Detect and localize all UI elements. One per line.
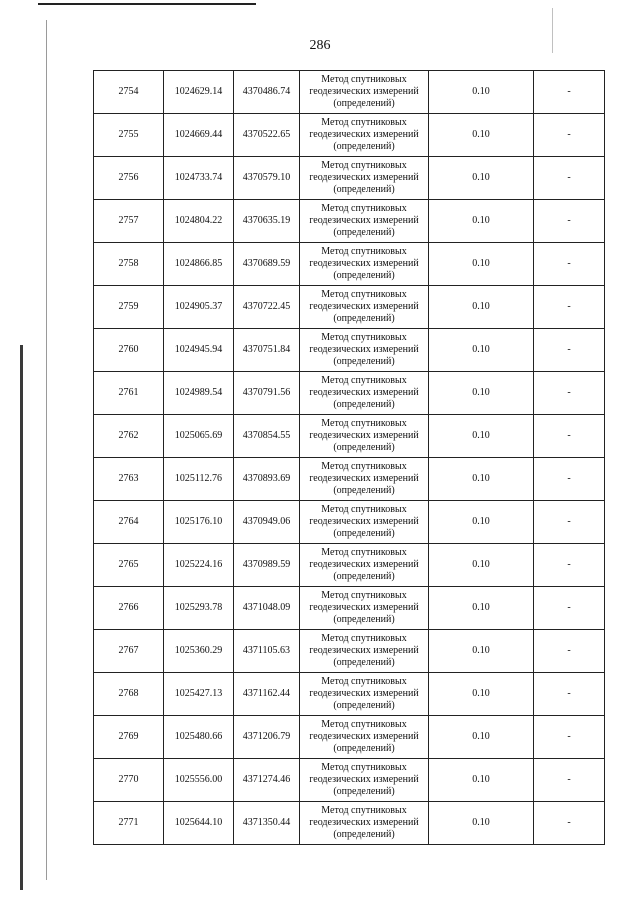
method-line: (определений) xyxy=(333,442,395,453)
coordinate-y-cell: 4370949.06 xyxy=(234,501,300,544)
method-cell xyxy=(300,114,429,157)
table-row xyxy=(94,501,605,544)
method-line: (определений) xyxy=(333,829,395,840)
accuracy-cell: 0.10 xyxy=(429,157,534,200)
coordinate-x-cell: 1024989.54 xyxy=(164,372,234,415)
method-line: геодезических измерений xyxy=(309,258,419,269)
table-row xyxy=(94,114,605,157)
method-line: геодезических измерений xyxy=(309,516,419,527)
method-line: (определений) xyxy=(333,657,395,668)
accuracy-cell: 0.10 xyxy=(429,286,534,329)
method-line: Метод спутниковых xyxy=(321,418,407,429)
method-line: геодезических измерений xyxy=(309,387,419,398)
table-row xyxy=(94,630,605,673)
method-line: Метод спутниковых xyxy=(321,117,407,128)
table-row xyxy=(94,200,605,243)
method-line: Метод спутниковых xyxy=(321,762,407,773)
method-cell xyxy=(300,286,429,329)
coordinate-x-cell: 1025556.00 xyxy=(164,759,234,802)
coordinate-x-cell: 1025065.69 xyxy=(164,415,234,458)
accuracy-cell: 0.10 xyxy=(429,243,534,286)
note-cell: - xyxy=(534,544,605,587)
method-line: геодезических измерений xyxy=(309,473,419,484)
coordinate-y-cell: 4371048.09 xyxy=(234,587,300,630)
method-line: (определений) xyxy=(333,270,395,281)
method-line: Метод спутниковых xyxy=(321,719,407,730)
method-line: (определений) xyxy=(333,571,395,582)
scan-artifact-left-edge xyxy=(46,20,47,880)
coordinate-x-cell: 1025112.76 xyxy=(164,458,234,501)
accuracy-cell: 0.10 xyxy=(429,759,534,802)
method-cell xyxy=(300,716,429,759)
method-line: (определений) xyxy=(333,743,395,754)
coordinate-y-cell: 4370854.55 xyxy=(234,415,300,458)
coordinate-x-cell: 1024866.85 xyxy=(164,243,234,286)
coordinates-table-body xyxy=(94,71,605,845)
table-row xyxy=(94,329,605,372)
coordinate-x-cell: 1024804.22 xyxy=(164,200,234,243)
point-number-cell: 2766 xyxy=(94,587,164,630)
method-cell xyxy=(300,673,429,716)
method-line: геодезических измерений xyxy=(309,645,419,656)
accuracy-cell: 0.10 xyxy=(429,200,534,243)
accuracy-cell: 0.10 xyxy=(429,71,534,114)
note-cell: - xyxy=(534,458,605,501)
coordinate-y-cell: 4370893.69 xyxy=(234,458,300,501)
table-row xyxy=(94,759,605,802)
method-line: геодезических измерений xyxy=(309,559,419,570)
accuracy-cell: 0.10 xyxy=(429,587,534,630)
note-cell: - xyxy=(534,759,605,802)
table-row xyxy=(94,286,605,329)
method-line: геодезических измерений xyxy=(309,215,419,226)
coordinate-y-cell: 4371206.79 xyxy=(234,716,300,759)
coordinate-y-cell: 4370486.74 xyxy=(234,71,300,114)
accuracy-cell: 0.10 xyxy=(429,458,534,501)
method-line: Метод спутниковых xyxy=(321,246,407,257)
method-cell xyxy=(300,587,429,630)
method-line: (определений) xyxy=(333,614,395,625)
coordinate-x-cell: 1025644.10 xyxy=(164,802,234,845)
method-line: (определений) xyxy=(333,485,395,496)
method-cell xyxy=(300,759,429,802)
accuracy-cell: 0.10 xyxy=(429,630,534,673)
accuracy-cell: 0.10 xyxy=(429,372,534,415)
point-number-cell: 2769 xyxy=(94,716,164,759)
point-number-cell: 2761 xyxy=(94,372,164,415)
coordinate-y-cell: 4371105.63 xyxy=(234,630,300,673)
note-cell: - xyxy=(534,716,605,759)
method-line: Метод спутниковых xyxy=(321,375,407,386)
coordinate-x-cell: 1024945.94 xyxy=(164,329,234,372)
coordinate-y-cell: 4370722.45 xyxy=(234,286,300,329)
method-cell xyxy=(300,71,429,114)
note-cell: - xyxy=(534,372,605,415)
method-line: геодезических измерений xyxy=(309,602,419,613)
method-line: (определений) xyxy=(333,786,395,797)
coordinate-y-cell: 4370635.19 xyxy=(234,200,300,243)
scan-artifact-top-line xyxy=(38,3,256,5)
accuracy-cell: 0.10 xyxy=(429,114,534,157)
note-cell: - xyxy=(534,286,605,329)
method-line: Метод спутниковых xyxy=(321,676,407,687)
point-number-cell: 2757 xyxy=(94,200,164,243)
method-cell xyxy=(300,802,429,845)
method-cell xyxy=(300,501,429,544)
coordinate-x-cell: 1024669.44 xyxy=(164,114,234,157)
method-line: Метод спутниковых xyxy=(321,504,407,515)
coordinate-y-cell: 4371162.44 xyxy=(234,673,300,716)
coordinate-x-cell: 1025176.10 xyxy=(164,501,234,544)
point-number-cell: 2771 xyxy=(94,802,164,845)
coordinate-x-cell: 1024629.14 xyxy=(164,71,234,114)
note-cell: - xyxy=(534,415,605,458)
point-number-cell: 2767 xyxy=(94,630,164,673)
method-line: геодезических измерений xyxy=(309,688,419,699)
coordinate-x-cell: 1025224.16 xyxy=(164,544,234,587)
method-line: Метод спутниковых xyxy=(321,633,407,644)
point-number-cell: 2759 xyxy=(94,286,164,329)
table-row xyxy=(94,802,605,845)
method-line: Метод спутниковых xyxy=(321,547,407,558)
method-cell xyxy=(300,243,429,286)
scan-artifact-left-bar xyxy=(20,345,23,890)
table-row xyxy=(94,587,605,630)
table-row xyxy=(94,716,605,759)
note-cell: - xyxy=(534,329,605,372)
page-number: 286 xyxy=(309,38,331,53)
note-cell: - xyxy=(534,501,605,544)
table-row xyxy=(94,372,605,415)
accuracy-cell: 0.10 xyxy=(429,673,534,716)
note-cell: - xyxy=(534,200,605,243)
note-cell: - xyxy=(534,71,605,114)
point-number-cell: 2758 xyxy=(94,243,164,286)
coordinate-x-cell: 1025360.29 xyxy=(164,630,234,673)
method-line: геодезических измерений xyxy=(309,172,419,183)
accuracy-cell: 0.10 xyxy=(429,501,534,544)
point-number-cell: 2754 xyxy=(94,71,164,114)
accuracy-cell: 0.10 xyxy=(429,415,534,458)
point-number-cell: 2760 xyxy=(94,329,164,372)
method-line: (определений) xyxy=(333,313,395,324)
table-row xyxy=(94,415,605,458)
coordinate-y-cell: 4370751.84 xyxy=(234,329,300,372)
method-line: (определений) xyxy=(333,356,395,367)
method-line: геодезических измерений xyxy=(309,731,419,742)
note-cell: - xyxy=(534,587,605,630)
method-cell xyxy=(300,544,429,587)
note-cell: - xyxy=(534,630,605,673)
coordinate-x-cell: 1025293.78 xyxy=(164,587,234,630)
method-line: геодезических измерений xyxy=(309,344,419,355)
coordinate-y-cell: 4370579.10 xyxy=(234,157,300,200)
method-line: геодезических измерений xyxy=(309,774,419,785)
point-number-cell: 2756 xyxy=(94,157,164,200)
point-number-cell: 2768 xyxy=(94,673,164,716)
coordinates-table xyxy=(93,70,605,845)
coordinate-y-cell: 4370791.56 xyxy=(234,372,300,415)
point-number-cell: 2770 xyxy=(94,759,164,802)
method-line: геодезических измерений xyxy=(309,301,419,312)
method-cell xyxy=(300,157,429,200)
coordinate-y-cell: 4371350.44 xyxy=(234,802,300,845)
method-line: геодезических измерений xyxy=(309,430,419,441)
method-cell xyxy=(300,415,429,458)
method-line: Метод спутниковых xyxy=(321,289,407,300)
table-row xyxy=(94,673,605,716)
method-line: Метод спутниковых xyxy=(321,203,407,214)
accuracy-cell: 0.10 xyxy=(429,544,534,587)
point-number-cell: 2764 xyxy=(94,501,164,544)
method-cell xyxy=(300,200,429,243)
method-line: (определений) xyxy=(333,184,395,195)
method-line: геодезических измерений xyxy=(309,129,419,140)
method-line: Метод спутниковых xyxy=(321,805,407,816)
accuracy-cell: 0.10 xyxy=(429,329,534,372)
coordinate-y-cell: 4370689.59 xyxy=(234,243,300,286)
method-line: геодезических измерений xyxy=(309,86,419,97)
method-cell xyxy=(300,329,429,372)
coordinate-x-cell: 1024905.37 xyxy=(164,286,234,329)
method-line: (определений) xyxy=(333,399,395,410)
method-line: Метод спутниковых xyxy=(321,74,407,85)
method-line: (определений) xyxy=(333,141,395,152)
note-cell: - xyxy=(534,114,605,157)
point-number-cell: 2765 xyxy=(94,544,164,587)
coordinate-y-cell: 4370989.59 xyxy=(234,544,300,587)
table-row xyxy=(94,71,605,114)
point-number-cell: 2755 xyxy=(94,114,164,157)
coordinate-y-cell: 4370522.65 xyxy=(234,114,300,157)
method-cell xyxy=(300,458,429,501)
point-number-cell: 2762 xyxy=(94,415,164,458)
note-cell: - xyxy=(534,673,605,716)
note-cell: - xyxy=(534,157,605,200)
method-line: (определений) xyxy=(333,528,395,539)
accuracy-cell: 0.10 xyxy=(429,802,534,845)
note-cell: - xyxy=(534,802,605,845)
note-cell: - xyxy=(534,243,605,286)
table-row xyxy=(94,243,605,286)
method-line: Метод спутниковых xyxy=(321,160,407,171)
point-number-cell: 2763 xyxy=(94,458,164,501)
method-line: Метод спутниковых xyxy=(321,461,407,472)
table-row xyxy=(94,157,605,200)
method-line: геодезических измерений xyxy=(309,817,419,828)
accuracy-cell: 0.10 xyxy=(429,716,534,759)
method-cell xyxy=(300,630,429,673)
method-cell xyxy=(300,372,429,415)
table-row xyxy=(94,544,605,587)
coordinate-x-cell: 1025427.13 xyxy=(164,673,234,716)
coordinate-y-cell: 4371274.46 xyxy=(234,759,300,802)
method-line: (определений) xyxy=(333,700,395,711)
coordinate-x-cell: 1024733.74 xyxy=(164,157,234,200)
method-line: Метод спутниковых xyxy=(321,332,407,343)
table-row xyxy=(94,458,605,501)
method-line: Метод спутниковых xyxy=(321,590,407,601)
method-line: (определений) xyxy=(333,227,395,238)
method-line: (определений) xyxy=(333,98,395,109)
coordinate-x-cell: 1025480.66 xyxy=(164,716,234,759)
